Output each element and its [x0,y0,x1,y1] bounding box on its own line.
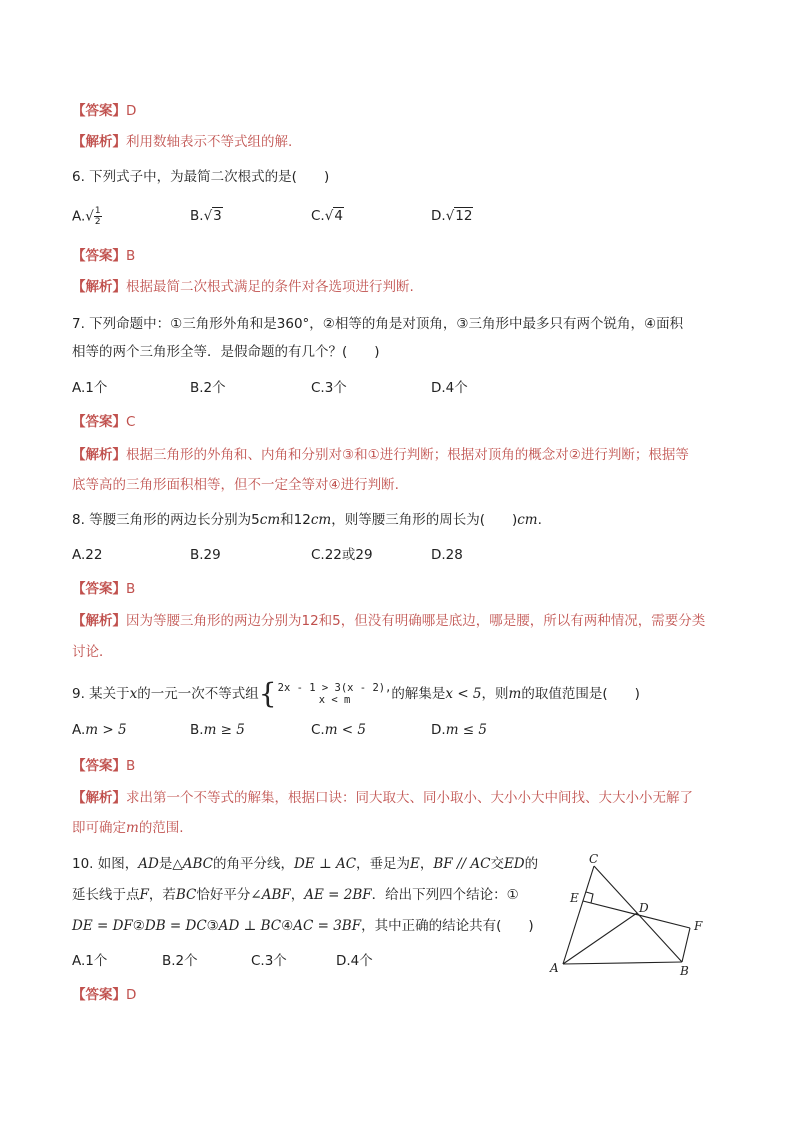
q9-option-d: D.m ≤ 5 [431,722,487,738]
q10-option-b: B.2个 [162,953,198,969]
q8-option-d: D.28 [431,547,463,563]
sqrt-symbol: √3 [203,208,222,224]
q7-analysis-line1: 【解析】根据三角形的外角和、内角和分别对③和①进行判断；根据对顶角的概念对②进行判断；根据等 [72,447,689,463]
q7-option-d: D.4个 [431,380,468,396]
q8-analysis-line1: 【解析】因为等腰三角形的两边分别为12和5，但没有明确哪是底边，哪是腰，所以有两种情况，需要分类 [72,613,706,629]
q7-stem-line2: 相等的两个三角形全等．是假命题的有几个？( ) [72,344,380,360]
q7-answer: 【答案】C [72,414,136,430]
q5-answer [72,101,136,121]
segment-ac [563,866,594,964]
label-b: B [680,964,689,978]
q10-option-c: C.3个 [251,953,287,969]
label-a: A [550,961,559,975]
q9-option-c: C.m < 5 [311,722,367,738]
label-c: C [589,852,599,866]
answer-label: 【答案】 [72,103,126,119]
q7-analysis-line2: 底等高的三角形面积相等，但不一定全等对④进行判断. [72,477,399,493]
q10-stem-line1: 10. 如图，AD是△ABC的角平分线，DE ⊥ AC，垂足为E，BF // AC交ED的 [72,856,539,872]
q7-option-c: C.3个 [311,380,347,396]
q7-option-a: A.1个 [72,380,108,396]
q6-option-a: A.√ $\frac{1}{2}$ [72,206,101,227]
q9-option-b: B.m ≥ 5 [190,722,245,738]
q6-option-c: C.√4 [311,208,343,224]
analysis-label: 【解析】 [72,134,126,150]
segment-ab [563,962,682,964]
label-f: F [694,919,703,933]
sqrt-symbol: √12 [445,208,473,224]
q8-stem: 8. 等腰三角形的两边长分别为5cm和12cm，则等腰三角形的周长为( )cm. [72,512,542,528]
sqrt-symbol: √4 [324,208,343,224]
q7-stem-line1: 7. 下列命题中：①三角形外角和是360°，②相等的角是对顶角，③三角形中最多只有两个锐角，④面积 [72,316,684,332]
q8-answer: 【答案】B [72,581,136,597]
q6-answer: 【答案】B [72,248,136,264]
q8-analysis-line2: 讨论． [72,644,113,660]
segment-ad [563,913,637,964]
q5-analysis [72,132,292,152]
segment-cb [594,866,682,962]
q10-stem-line3: DE = DF②DB = DC③AD ⊥ BC④AC = 3BF，其中正确的结论共有( ) [72,918,534,934]
q9-analysis-line2: 即可确定m的范围. [72,820,184,836]
q7-option-b: B.2个 [190,380,226,396]
q6-option-b: B.√3 [190,208,222,224]
q6-stem: 6. 下列式子中，为最简二次根式的是( ) [72,169,330,185]
q10-geometry-figure [540,848,720,980]
label-e: E [570,891,579,905]
q8-option-b: B.29 [190,547,221,563]
q8-option-a: A.22 [72,547,103,563]
segment-ef [583,901,690,928]
sqrt-symbol: √ $\frac{1}{2}$ [85,206,101,227]
q8-option-c: C.22或29 [311,547,373,563]
q10-option-a: A.1个 [72,953,108,969]
q9-analysis-line1: 【解析】求出第一个不等式的解集，根据口诀：同大取大、同小取小、大小小大中间找、大大小小无解了 [72,790,693,806]
q10-answer: 【答案】D [72,987,137,1003]
inequality-system: { 2x - 1 > 3(x - 2), x < m [258,677,392,710]
q6-option-d: D.√12 [431,208,473,224]
q9-option-a: A.m > 5 [72,722,127,738]
q9-answer: 【答案】B [72,758,136,774]
q5-answer-value: D [126,103,137,119]
q5-analysis-text: 利用数轴表示不等式组的解. [126,134,293,150]
label-d: D [639,901,649,915]
q6-analysis: 【解析】根据最简二次根式满足的条件对各选项进行判断. [72,279,414,295]
right-angle-mark [586,892,593,903]
segment-bf [682,928,690,962]
q9-stem: 9. 某关于x的一元一次不等式组 { 2x - 1 > 3(x - 2), x < m 的解集是x < 5，则m的取值范围是( ) [72,677,640,710]
q10-stem-line2: 延长线于点F，若BC恰好平分∠ABF，AE = 2BF．给出下列四个结论：① [72,887,519,903]
q10-option-d: D.4个 [336,953,373,969]
